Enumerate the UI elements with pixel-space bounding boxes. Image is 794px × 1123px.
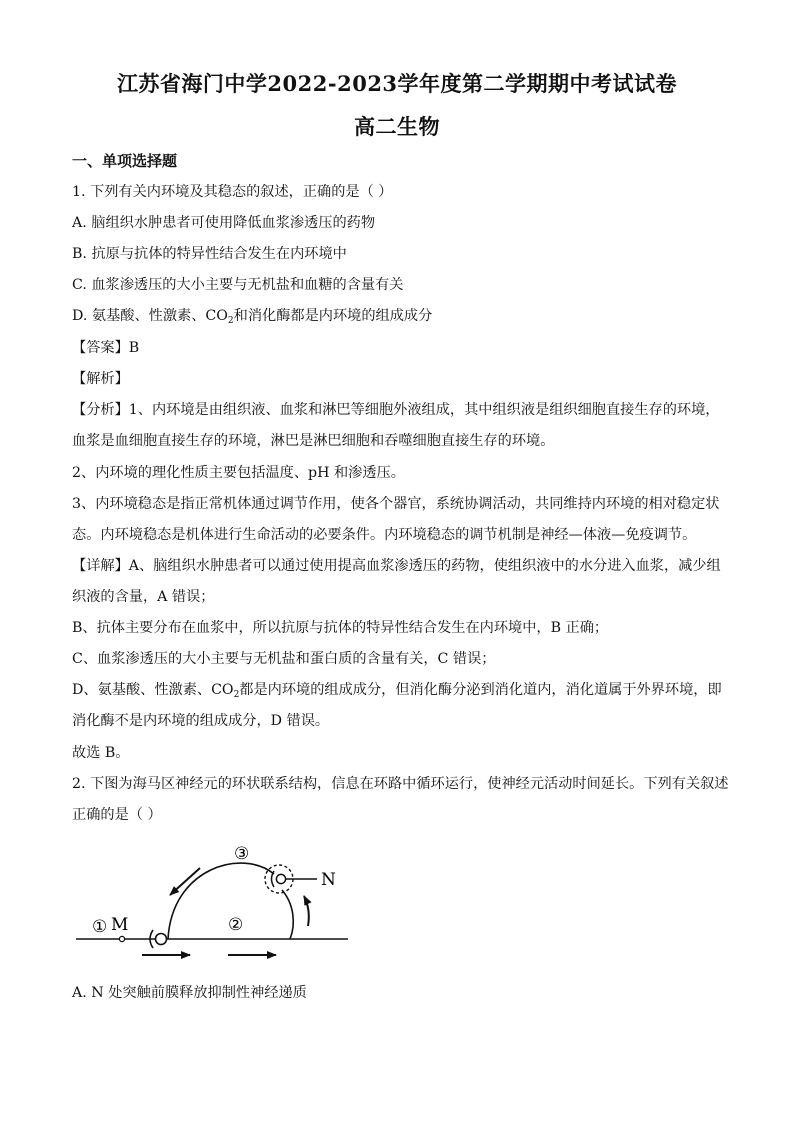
answer-value: B [128,340,140,356]
neuron-loop-diagram [72,838,372,973]
detail-line-b: B、抗体主要分布在血浆中，所以抗原与抗体的特异性结合发生在内环境中，B 正确； [72,620,609,636]
detail-line-d1 [72,680,727,705]
fenxi-line-1 [72,400,727,420]
conclusion: 故选 B。 [72,745,130,761]
detail-a1: A、脑组织水肿患者可以通过使用提高血浆渗透压的药物，使组织液中的水分进入血浆，减少组 [128,558,721,574]
q1-option-d-post: 和消化酶都是内环境的组成成分 [233,308,433,324]
detail-line-a1 [72,556,727,576]
q1-option-d-sub: 2 [227,316,234,326]
arrow-right-up [304,896,309,926]
detail-label: 【详解】 [72,558,129,574]
label-n: N [321,870,336,890]
analysis-label: 【解析】 [72,371,129,387]
exam-subtitle: 高二生物 [354,114,440,139]
q1-option-c: C. 血浆渗透压的大小主要与无机盐和血糖的含量有关 [72,277,404,293]
q1-option-d [72,306,727,331]
detail-d1-pre: D、氨基酸、性激素、CO [72,682,234,698]
q2-stem-1: 2. 下图为海马区神经元的环状联系结构，信息在环路中循环运行，使神经元活动时间延长。下列有关叙述 [72,776,729,792]
fenxi-line-3b: 态。内环境稳态是机体进行生命活动的必要条件。内环境稳态的调节机制是神经—体液—免疫调节。 [72,527,697,543]
fenxi-line-2: 2、内环境的理化性质主要包括温度、pH 和渗透压。 [72,465,405,481]
q2-option-a: A. N 处突触前膜释放抑制性神经递质 [72,985,307,1001]
detail-d1-post: 都是内环境的组成成分，但消化酶分泌到消化道内，消化道属于外界环境，即 [239,682,722,698]
fenxi-1a: 1、内环境是由组织液、血浆和淋巴等细胞外液组成，其中组织液是组织细胞直接生存的环境， [128,402,720,418]
q1-stem: 1. 下列有关内环境及其稳态的叙述，正确的是（ ） [72,184,393,200]
answer-label: 【答案】 [72,340,129,356]
q2-stem-2: 正确的是（ ） [72,807,162,823]
label-3: ③ [234,844,250,864]
q1-option-b: B. 抗原与抗体的特异性结合发生在内环境中 [72,246,347,262]
label-1: ① [92,917,108,937]
section-heading: 一、单项选择题 [72,152,178,170]
label-m: M [111,915,129,935]
detail-d1-sub: 2 [233,690,240,700]
exam-title: 江苏省海门中学2022-2023学年度第二学期期中考试试卷 [116,71,678,96]
detail-line-a2: 织液的含量，A 错误； [72,589,215,605]
detail-line-c: C、血浆渗透压的大小主要与无机盐和蛋白质的含量有关，C 错误； [72,651,496,667]
q1-option-a: A. 脑组织水肿患者可使用降低血浆渗透压的药物 [72,215,376,231]
fenxi-line-3a: 3、内环境稳态是指正常机体通过调节作用，使各个器官，系统协调活动，共同维持内环境的相对稳定状 [72,496,720,512]
point-m-marker [119,936,124,941]
fenxi-line-1b: 血浆是血细胞直接生存的环境，淋巴是淋巴细胞和吞噬细胞直接生存的环境。 [72,433,555,449]
loop-arc [168,863,274,939]
q1-option-d-pre: D. 氨基酸、性激素、CO [72,308,228,324]
return-branch [282,890,293,939]
q1-answer [72,338,727,358]
detail-line-d2: 消化酶不是内环境的组成成分，D 错误。 [72,713,330,729]
label-2: ② [228,915,244,935]
fenxi-label: 【分析】 [72,402,129,418]
